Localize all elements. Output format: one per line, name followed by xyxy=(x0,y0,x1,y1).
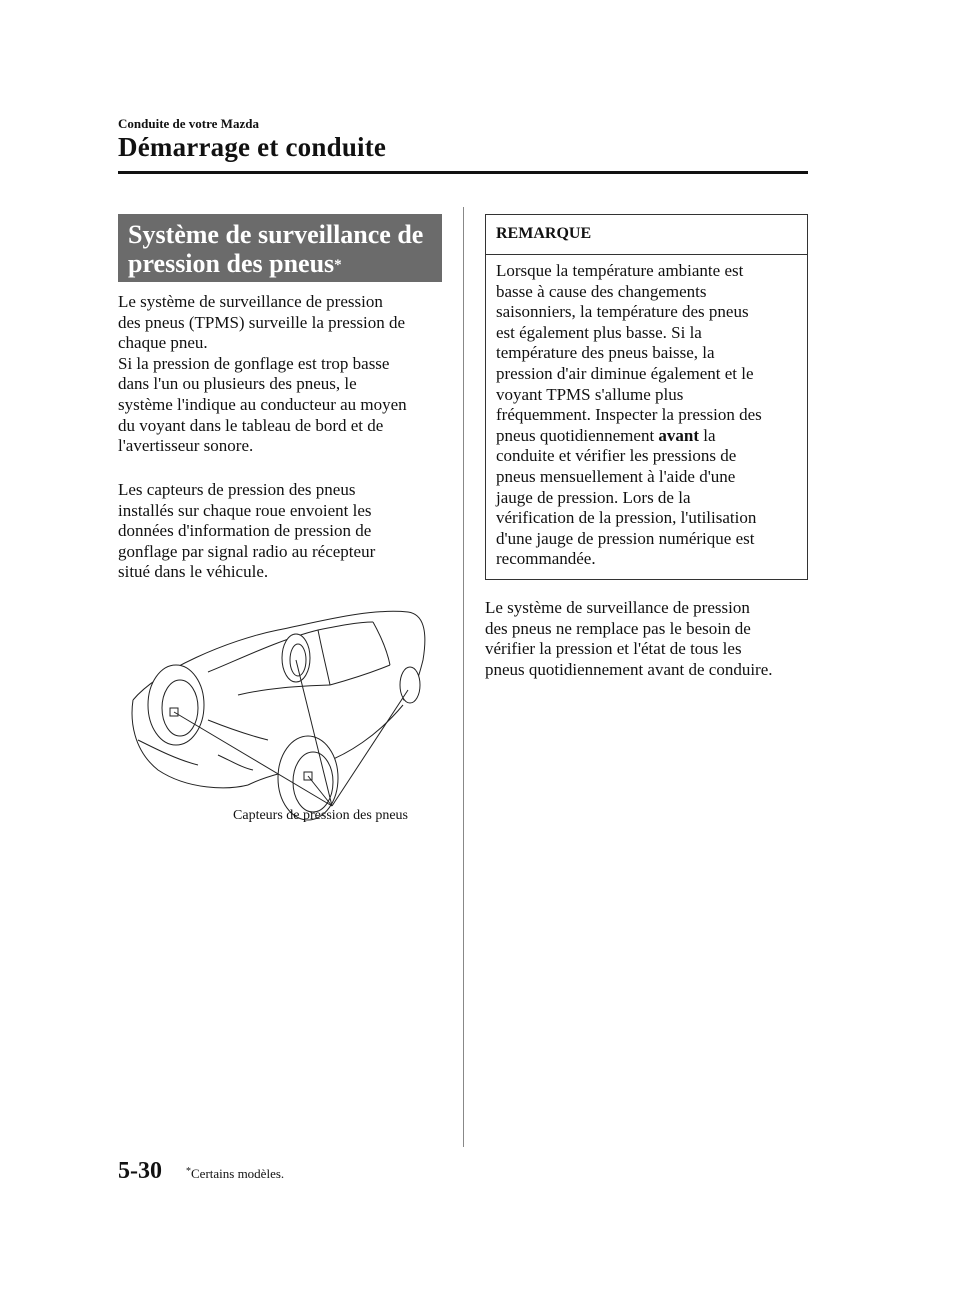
paragraph-line: Le système de surveillance de pression xyxy=(118,292,383,311)
reminder-paragraph xyxy=(485,598,807,680)
note-line: voyant TPMS s'allume plus xyxy=(496,384,684,404)
chapter-title: Démarrage et conduite xyxy=(118,132,387,162)
section-heading-line2 xyxy=(128,249,442,278)
paragraph-line: situé dans le véhicule. xyxy=(118,562,269,582)
note-line: recommandée. xyxy=(496,549,596,569)
front-left-wheel xyxy=(148,665,204,745)
sensor-paragraph xyxy=(118,480,448,583)
paragraph-line: des pneus (TPMS) surveille la pression de xyxy=(118,312,406,332)
note-line: est également plus basse. Si la xyxy=(496,322,702,342)
note-line: pression d'air diminue également et le xyxy=(496,363,754,383)
paragraph-line: données d'information de pression de xyxy=(118,521,372,541)
paragraph-line: Les capteurs de pression des pneus xyxy=(118,480,356,499)
paragraph-line: système l'indique au conducteur au moyen xyxy=(118,394,407,414)
paragraph-line: des pneus ne remplace pas le besoin de xyxy=(485,618,751,638)
section-heading-line1: Système de surveillance de xyxy=(128,220,424,249)
note-line: Lorsque la température ambiante est xyxy=(496,261,744,280)
paragraph-line: du voyant dans le tableau de bord et de xyxy=(118,415,384,435)
footnote-text: Certains modèles. xyxy=(191,1166,285,1181)
note-line: fréquemment. Inspecter la pression des xyxy=(496,405,762,425)
section-heading-line2-text: pression des pneus xyxy=(128,249,335,278)
note-line: d'une jauge de pression numérique est xyxy=(496,528,755,548)
note-line: basse à cause des changements xyxy=(496,281,707,301)
paragraph-line: l'avertisseur sonore. xyxy=(118,436,254,456)
car-tire-sensor-illustration xyxy=(118,600,438,830)
note-text xyxy=(486,255,807,570)
spare-rear-wheel xyxy=(282,634,310,682)
note-line: conduite et vérifier les pressions de xyxy=(496,446,737,466)
note-box xyxy=(485,214,808,580)
paragraph-line: gonflage par signal radio au récepteur xyxy=(118,541,376,561)
chapter-subtitle: Conduite de votre Mazda xyxy=(118,116,259,131)
paragraph-line: pneus quotidiennement avant de conduire. xyxy=(485,659,773,679)
asterisk-icon: * xyxy=(334,257,342,273)
paragraph-line: Le système de surveillance de pression xyxy=(485,598,750,617)
paragraph-line: vérifier la pression et l'état de tous les xyxy=(485,639,742,659)
note-line: pneus mensuellement à l'aide d'une xyxy=(496,466,736,486)
paragraph-line: chaque pneu. xyxy=(118,333,208,353)
column-divider xyxy=(463,207,464,1147)
note-line: jauge de pression. Lors de la xyxy=(496,487,691,507)
paragraph-line: dans l'un ou plusieurs des pneus, le xyxy=(118,374,357,394)
note-line: vérification de la pression, l'utilisation xyxy=(496,508,757,528)
page-number: 5-30 xyxy=(118,1158,162,1184)
footnote xyxy=(186,1166,284,1182)
asterisk-icon: * xyxy=(186,1166,191,1177)
paragraph-line: installés sur chaque roue envoient les xyxy=(118,500,372,520)
figure-caption: Capteurs de pression des pneus xyxy=(233,808,408,823)
note-header: REMARQUE xyxy=(486,215,807,255)
section-heading xyxy=(118,214,442,282)
intro-paragraph xyxy=(118,292,448,457)
note-line: saisonniers, la température des pneus xyxy=(496,302,749,322)
note-line: pneus quotidiennement avant la xyxy=(496,425,716,445)
note-line: température des pneus baisse, la xyxy=(496,343,715,363)
header-rule xyxy=(118,171,808,174)
emphasis-word: avant xyxy=(658,425,700,445)
paragraph-line: Si la pression de gonflage est trop basse xyxy=(118,353,390,373)
